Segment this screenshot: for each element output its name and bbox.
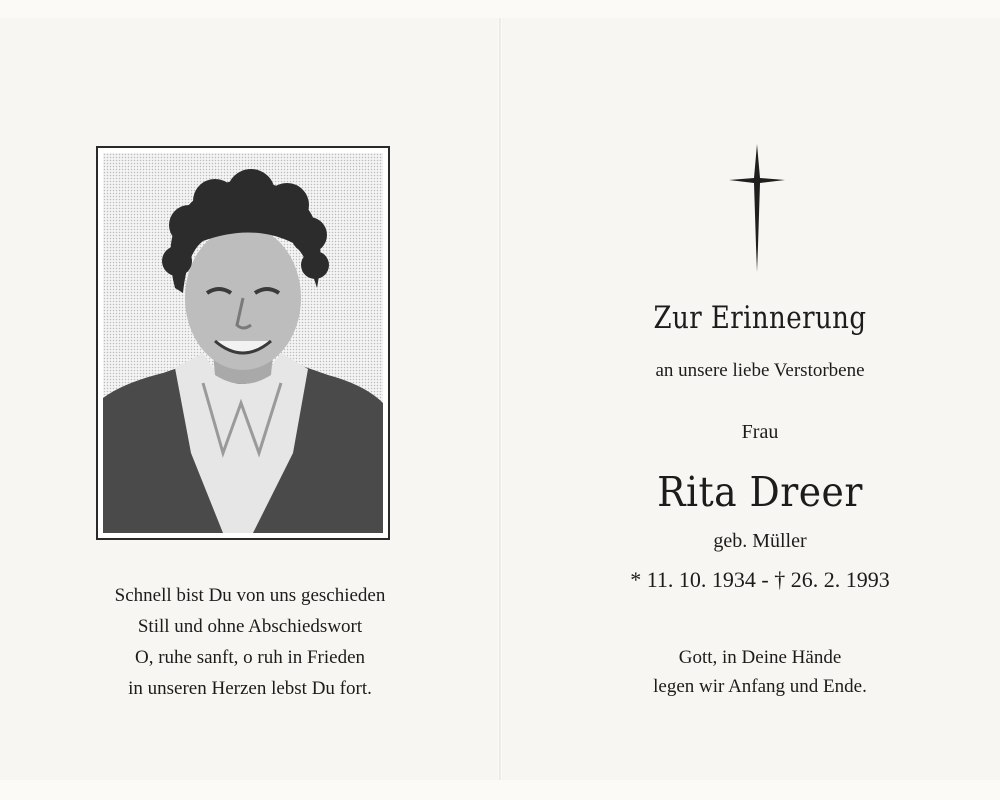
memorial-heading: Zur Erinnerung bbox=[653, 300, 867, 336]
closing-verse bbox=[560, 643, 960, 701]
poem-line: in unseren Herzen lebst Du fort. bbox=[128, 678, 372, 699]
memorial-subline: an unsere liebe Verstorbene bbox=[655, 360, 865, 381]
birth-name: geb. Müller bbox=[713, 530, 807, 552]
portrait-photo bbox=[103, 153, 383, 533]
memorial-poem bbox=[40, 580, 460, 704]
poem-line: Schnell bist Du von uns geschieden bbox=[114, 585, 386, 606]
portrait-frame bbox=[96, 146, 390, 540]
life-dates: * 11. 10. 1934 - † 26. 2. 1993 bbox=[630, 567, 890, 592]
deceased-name: Rita Dreer bbox=[657, 468, 863, 516]
portrait-illustration bbox=[103, 153, 383, 533]
poem-line: O, ruhe sanft, o ruh in Frieden bbox=[134, 647, 366, 668]
honorific: Frau bbox=[741, 421, 779, 443]
card-fold bbox=[499, 18, 501, 780]
closing-line: legen wir Anfang und Ende. bbox=[653, 676, 867, 697]
cross-icon bbox=[727, 142, 787, 274]
poem-line: Still und ohne Abschiedswort bbox=[137, 616, 363, 637]
closing-line: Gott, in Deine Hände bbox=[678, 647, 842, 668]
